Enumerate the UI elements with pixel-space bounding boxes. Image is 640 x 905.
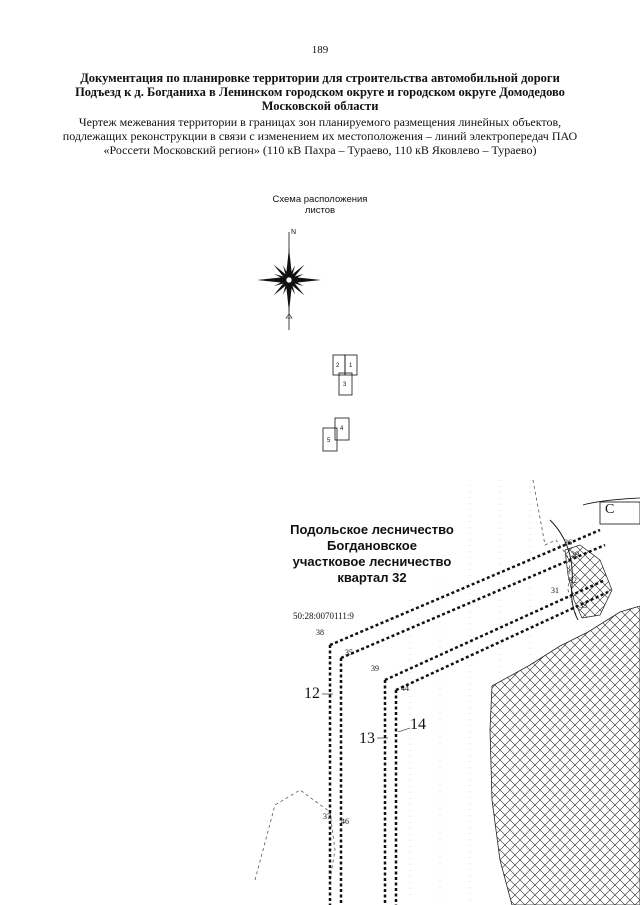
point-37: 37 <box>323 812 331 821</box>
point-46: 46 <box>341 817 349 826</box>
zone-13-label: 13 <box>359 730 375 747</box>
point-38: 38 <box>316 628 324 637</box>
sheet-2-label: 2 <box>336 363 340 369</box>
zone-14-label: 14 <box>410 716 426 733</box>
sheet-layout-label: Схема расположения листов <box>272 194 368 216</box>
point-39: 39 <box>371 664 379 673</box>
zone-12-label: 12 <box>304 685 320 702</box>
sheet-layout-scheme <box>323 355 357 451</box>
point-33: 33 <box>579 601 587 610</box>
sheet-1-label: 1 <box>349 363 353 369</box>
hatched-area <box>490 606 640 905</box>
point-31: 31 <box>551 586 559 595</box>
cadastral-number: 50:28:0070111:9 <box>293 611 354 621</box>
point-29: 29 <box>571 550 579 559</box>
page-number: 189 <box>311 44 329 56</box>
point-35: 35 <box>345 648 353 657</box>
map-edge-letter: С <box>605 502 615 517</box>
north-letter: N <box>291 229 297 236</box>
compass-rose-icon <box>257 232 321 330</box>
sheet-4-label: 4 <box>340 426 344 432</box>
point-26: 26 <box>564 538 572 547</box>
forest-label-line-4: квартал 32 <box>337 570 407 585</box>
point-32: 32 <box>569 576 577 585</box>
forest-label <box>272 522 472 586</box>
forest-label-line-2: Богдановское <box>327 538 417 553</box>
forest-label-line-3: участковое лесничество <box>292 554 452 569</box>
sheet-3-label: 3 <box>343 382 347 388</box>
sheet-5-label: 5 <box>327 438 331 444</box>
forest-label-line-1: Подольское лесничество <box>290 522 454 537</box>
document-subtitle: Чертеж межевания территории в границах зон планируемого размещения линейных объектов, подлежащих реконструкции в связи с изменением их местоположения – линий электропередач ПАО «Россети Московский регион» (110 кВ Пахра – Тураево, 110 кВ Яковлево – Тураево) <box>62 115 578 157</box>
document-title: Документация по планировке территории для строительства автомобильной дороги Подъезд к д. Богданиха в Ленинском городском округе и городском округе Домодедово Московской области <box>75 71 565 113</box>
point-44: 44 <box>401 684 409 693</box>
